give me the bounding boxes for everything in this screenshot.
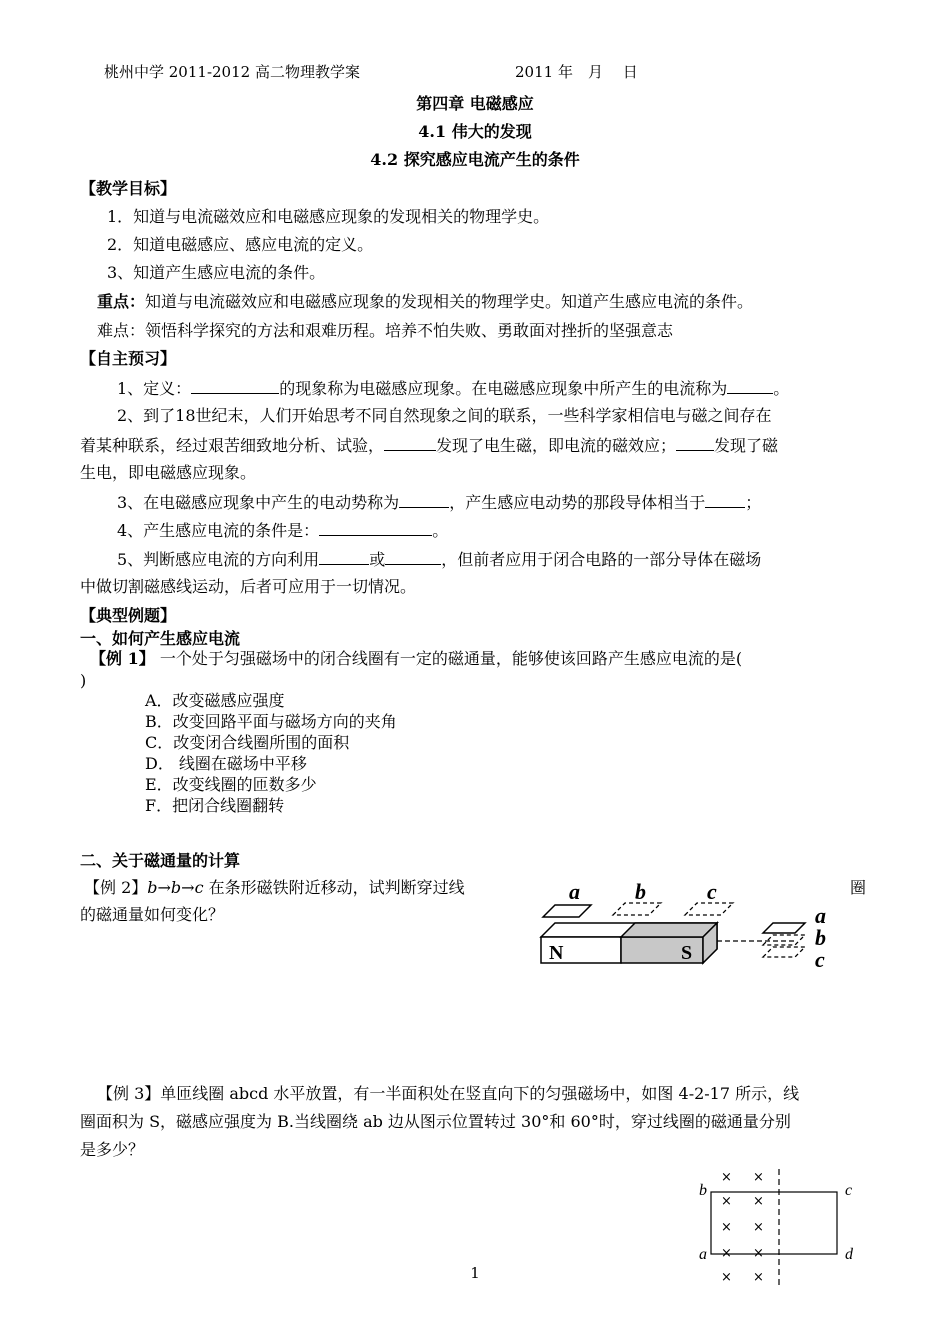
corner-b: b bbox=[699, 1182, 707, 1199]
label-top-a: a bbox=[569, 879, 580, 904]
example-3-line3: 是多少？ bbox=[80, 1140, 145, 1159]
example-2-line2: 的磁通量如何变化？ bbox=[80, 905, 225, 924]
cross-mark: × bbox=[753, 1270, 764, 1285]
preview-q1 bbox=[117, 377, 789, 400]
preview-q5 bbox=[117, 548, 761, 571]
example-1-close: ) bbox=[80, 671, 87, 690]
blank[interactable] bbox=[676, 434, 714, 451]
pole-s: S bbox=[681, 942, 693, 964]
q1-middle: 的现象称为电磁感应现象。在电磁感应现象中所产生的电流称为 bbox=[279, 379, 728, 398]
bar-magnet-figure bbox=[535, 875, 855, 975]
example-1-text: 一个处于匀强磁场中的闭合线圈有一定的磁通量，能够使该回路产生感应电流的是( bbox=[159, 649, 743, 668]
blank[interactable] bbox=[191, 377, 279, 394]
option-e: E．改变线圈的匝数多少 bbox=[145, 775, 317, 794]
label-side-c: c bbox=[815, 947, 825, 972]
section-title-1: 4.1 伟大的发现 bbox=[418, 122, 532, 141]
cross-mark: × bbox=[721, 1194, 732, 1209]
blank[interactable] bbox=[399, 491, 449, 508]
blank[interactable] bbox=[727, 377, 773, 394]
q2-part-b: 发现了电生磁，即电流的磁效应； bbox=[436, 436, 677, 455]
cross-mark: × bbox=[721, 1170, 732, 1185]
q1-end: 。 bbox=[773, 379, 790, 398]
label-top-c: c bbox=[707, 879, 717, 904]
preview-q5-line2: 中做切割磁感线运动，后者可应用于一切情况。 bbox=[80, 577, 417, 596]
coil-c-dashed bbox=[685, 903, 733, 915]
pole-n: N bbox=[549, 942, 564, 964]
q4-prefix: 4、产生感应电流的条件是： bbox=[117, 521, 320, 540]
q1-prefix: 1、定义： bbox=[117, 379, 192, 398]
side-coil-a bbox=[763, 923, 805, 933]
preview-heading: 【自主预习】 bbox=[80, 349, 177, 368]
coil-b-dashed bbox=[613, 903, 661, 915]
page-number: 1 bbox=[470, 1264, 480, 1282]
option-d: D． 线圈在磁场中平移 bbox=[145, 754, 307, 773]
example-1-label: 【例 1】 bbox=[90, 649, 155, 668]
q2-part-c: 发现了磁 bbox=[714, 436, 779, 455]
blank[interactable] bbox=[385, 548, 441, 565]
goal-item: 2．知道电磁感应、感应电流的定义。 bbox=[107, 235, 374, 254]
example-2 bbox=[84, 877, 465, 899]
option-f: F．把闭合线圈翻转 bbox=[145, 796, 285, 815]
q2-part-a: 着某种联系，经过艰苦细致地分析、试验， bbox=[80, 436, 385, 455]
key-point-text: 知道与电流磁效应和电磁感应现象的发现相关的物理学史。知道产生感应电流的条件。 bbox=[145, 292, 754, 311]
corner-a: a bbox=[699, 1246, 707, 1263]
section-title-2: 4.2 探究感应电流产生的条件 bbox=[370, 150, 580, 169]
corner-d: d bbox=[845, 1246, 853, 1263]
side-coil-b bbox=[763, 935, 805, 945]
example-2-text: 在条形磁铁附近移动，试判断穿过线 bbox=[203, 878, 465, 897]
label-side-a: a bbox=[815, 903, 826, 928]
key-point-label: 重点： bbox=[97, 292, 146, 311]
difficulty-point: 难点：领悟科学探究的方法和艰难历程。培养不怕失败、勇敢面对挫折的坚强意志 bbox=[97, 321, 674, 340]
corner-c: c bbox=[845, 1182, 853, 1199]
option-a: A．改变磁感应强度 bbox=[145, 691, 285, 710]
section-1-heading: 一、如何产生感应电流 bbox=[80, 629, 241, 648]
chapter-title: 第四章 电磁感应 bbox=[416, 94, 534, 113]
q4-end: 。 bbox=[432, 521, 449, 540]
label-side-b: b bbox=[815, 925, 826, 950]
q3-part-b: ，产生感应电动势的那段导体相当于 bbox=[449, 493, 706, 512]
cross-mark: × bbox=[721, 1220, 732, 1235]
q5-part-a: 5、判断感应电流的方向利用 bbox=[117, 550, 320, 569]
q5-part-c: ，但前者应用于闭合电路的一部分导体在磁场 bbox=[441, 550, 762, 569]
example-3-line2: 圈面积为 S，磁感应强度为 B.当线圈绕 ab 边从图示位置转过 30°和 60°时，穿过线圈的磁通量分别 bbox=[80, 1112, 791, 1131]
label-top-b: b bbox=[635, 879, 646, 904]
preview-q4 bbox=[117, 519, 448, 542]
q5-part-b: 或 bbox=[369, 550, 386, 569]
examples-heading: 【典型例题】 bbox=[80, 606, 177, 625]
header-left: 桃州中学 2011-2012 高二物理教学案 bbox=[104, 63, 360, 81]
preview-q2-line3: 生电，即电磁感应现象。 bbox=[80, 463, 257, 482]
cross-mark: × bbox=[721, 1246, 732, 1261]
cross-mark: × bbox=[753, 1170, 764, 1185]
cross-mark: × bbox=[721, 1270, 732, 1285]
option-c: C．改变闭合线圈所围的面积 bbox=[145, 733, 350, 752]
magnet-s-top bbox=[621, 923, 717, 937]
q3-end: ； bbox=[745, 493, 762, 512]
example-2-math: b→b→c bbox=[147, 878, 204, 897]
example-2-label: 【例 2】 bbox=[84, 878, 148, 897]
blank[interactable] bbox=[705, 491, 745, 508]
q3-part-a: 3、在电磁感应现象中产生的电动势称为 bbox=[117, 493, 400, 512]
section-2-heading: 二、关于磁通量的计算 bbox=[80, 851, 241, 870]
option-b: B．改变回路平面与磁场方向的夹角 bbox=[145, 712, 397, 731]
cross-mark: × bbox=[753, 1194, 764, 1209]
coil-a-solid bbox=[543, 905, 591, 917]
example-3-line1: 【例 3】单匝线圈 abcd 水平放置，有一半面积处在竖直向下的匀强磁场中，如图 4-2-17 所示，线 bbox=[97, 1084, 800, 1103]
example-2-end: 圈 bbox=[850, 878, 867, 897]
preview-q2-line1: 2、到了18世纪末，人们开始思考不同自然现象之间的联系，一些科学家相信电与磁之间存在 bbox=[117, 406, 772, 425]
blank[interactable] bbox=[319, 519, 432, 536]
cross-mark: × bbox=[753, 1220, 764, 1235]
preview-q2-line2 bbox=[80, 434, 778, 457]
blank[interactable] bbox=[384, 434, 436, 451]
header-date: 2011 年 月 日 bbox=[515, 63, 638, 81]
key-point bbox=[97, 291, 753, 313]
example-1 bbox=[90, 648, 742, 670]
cross-mark: × bbox=[753, 1246, 764, 1261]
blank[interactable] bbox=[319, 548, 369, 565]
side-coil-c bbox=[763, 947, 805, 957]
preview-q3 bbox=[117, 491, 761, 514]
goal-item: 1．知道与电流磁效应和电磁感应现象的发现相关的物理学史。 bbox=[107, 207, 550, 226]
goal-item: 3、知道产生感应电流的条件。 bbox=[107, 263, 326, 282]
goals-heading: 【教学目标】 bbox=[80, 179, 177, 198]
